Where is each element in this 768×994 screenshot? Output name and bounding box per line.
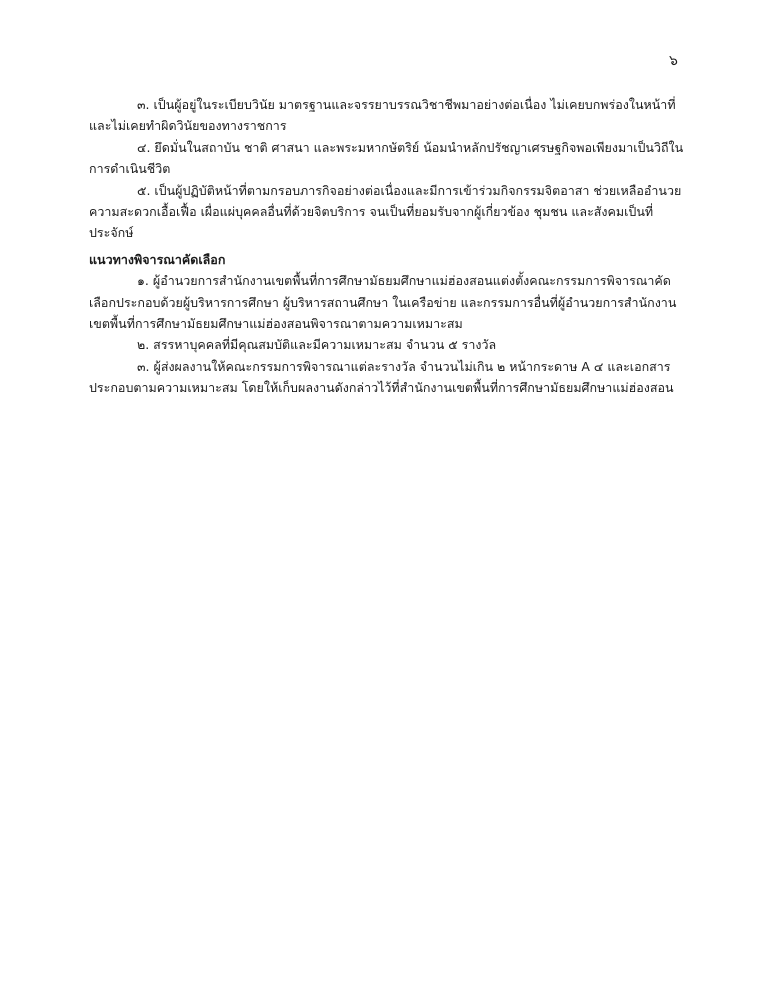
selection-item-3: ๓. ผู้ส่งผลงานให้คณะกรรมการพิจารณาแต่ละรางวัล จำนวนไม่เกิน ๒ หน้ากระดาษ A ๔ และเอกสารประกอบตามความเหมาะสม โดยให้เก็บผลงานดังกล่าวไว้ที่สำนักงานเขตพื้นที่การศึกษามัธยมศึกษาแม่ฮ่องสอน: [89, 358, 674, 396]
qualification-item-4: ๔. ยึดมั่นในสถาบัน ชาติ ศาสนา และพระมหากษัตริย์ น้อมนำหลักปรัชญาเศรษฐกิจพอเพียงมาเป็นวิถีในการดำเนินชีวิต: [89, 139, 684, 177]
document-body: [89, 94, 689, 399]
selection-item-2: ๒. สรรหาบุคคลที่มีคุณสมบัติและมีความเหมาะสม จำนวน ๕ รางวัล: [137, 337, 497, 353]
page-number: ๖: [669, 53, 678, 69]
qualification-item-5: ๕. เป็นผู้ปฏิบัติหน้าที่ตามกรอบภารกิจอย่างต่อเนื่องและมีการเข้าร่วมกิจกรรมจิตอาสา ช่วยเหลืออำนวยความสะดวกเอื้อเฟื้อ เผื่อแผ่บุคคลอื่นที่ด้วยจิตบริการ จนเป็นที่ยอมรับจากผู้เกี่ยวข้อง ชุมชน และสังคมเป็นที่ประจักษ์: [89, 182, 682, 241]
qualification-item-3: ๓. เป็นผู้อยู่ในระเบียบวินัย มาตรฐานและจรรยาบรรณวิชาชีพมาอย่างต่อเนื่อง ไม่เคยบกพร่องในหน้าที่และไม่เคยทำผิดวินัยของทางราชการ: [89, 97, 676, 134]
selection-heading: แนวทางพิจารณาคัดเลือก: [89, 251, 226, 267]
selection-item-1: ๑. ผู้อำนวยการสำนักงานเขตพื้นที่การศึกษามัธยมศึกษาแม่ฮ่องสอนแต่งตั้งคณะกรรมการพิจารณาคัดเลือกประกอบด้วยผู้บริหารการศึกษา ผู้บริหารสถานศึกษา ในเครือข่าย และกรรมการอื่นที่ผู้อำนวยการสำนักงานเขตพื้นที่การศึกษามัธยมศึกษาแม่ฮ่องสอนพิจารณาตามความเหมาะสม: [89, 273, 677, 332]
